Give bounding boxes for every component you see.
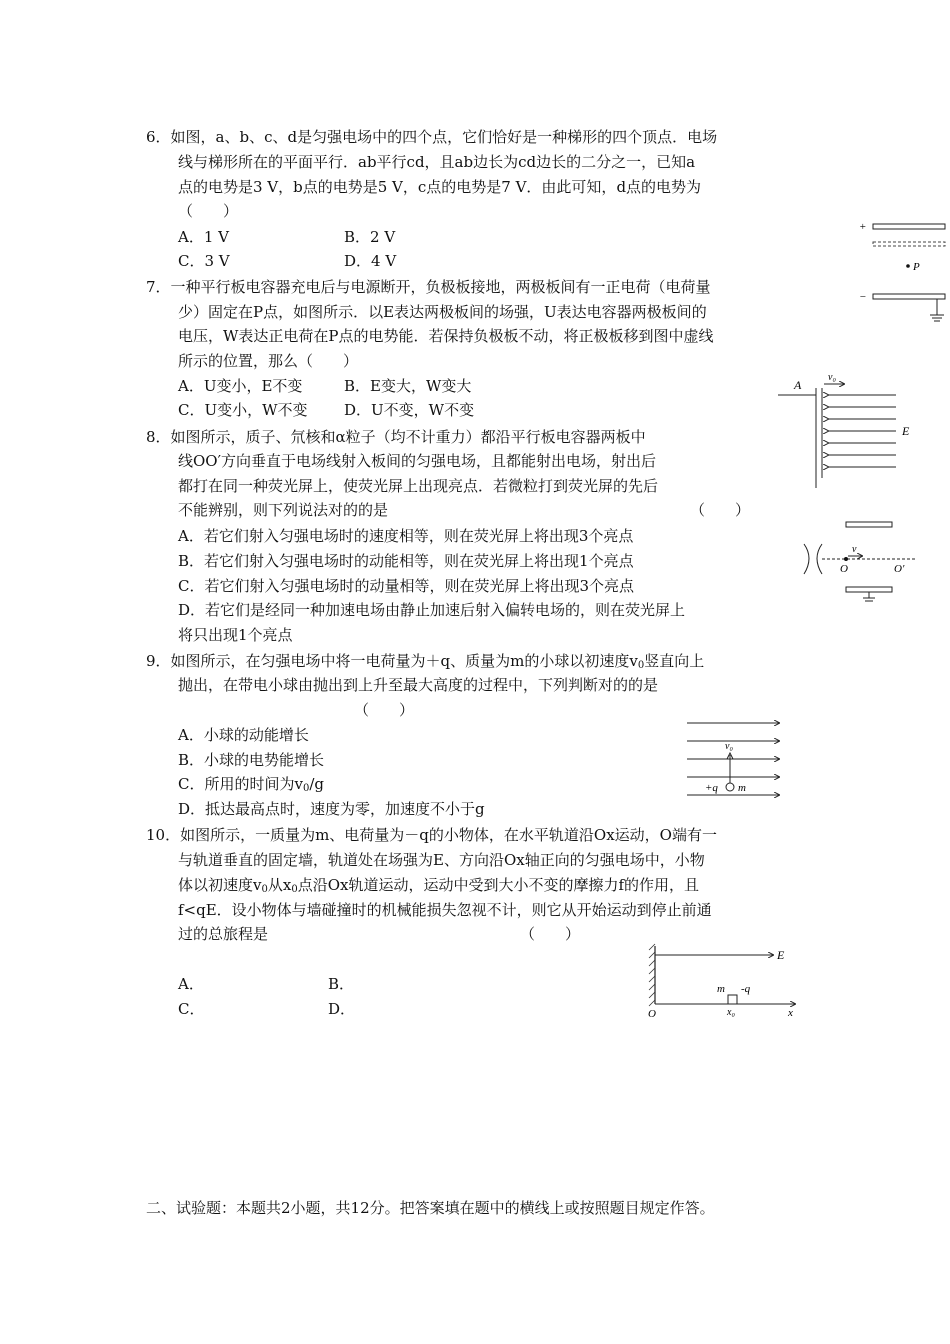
q10-line-5: 过的总旅程是 (178, 925, 269, 943)
q7-plus-label: + (859, 221, 867, 233)
q6-option-c: C．3 V (178, 252, 230, 270)
q9-option-a: A．小球的动能增长 (178, 726, 309, 744)
q8-lower-plate (846, 587, 892, 592)
q10-block (728, 995, 737, 1004)
q7-option-b: B．E变大，W变大 (344, 377, 472, 395)
q9-mass-label: m (738, 782, 746, 794)
q9-answer-bracket: （ ） (354, 701, 415, 719)
q10-track-figure (645, 940, 800, 1020)
q8-plates-figure (796, 518, 918, 610)
q6-option-a: A．1 V (178, 228, 229, 246)
q7-line-2: 少）固定在P点，如图所示．以E表达两极板间的场强，U表达电容器两极板间的 (178, 303, 707, 321)
q8-line-4: 不能辨别，则下列说法对的的是 (178, 501, 389, 519)
section-2-heading: 二、试验题：本题共2小题，共12分。把答案填在题中的横线上或按照题目规定作答。 (146, 1199, 715, 1217)
q7-capacitor-figure (855, 215, 950, 330)
q8-o-prime-label: O′ (894, 563, 905, 575)
q8-particle-velocity: v (852, 544, 857, 555)
q7-option-a: A．U变小，E不变 (178, 377, 303, 395)
q6-line-1: 6．如图，a、b、c、d是匀强电场中的四个点，它们恰好是一种梯形的四个顶点．电场 (146, 128, 718, 146)
q8-particle (844, 557, 848, 561)
q9-line-1: 9．如图所示，在匀强电场中将一电荷量为＋q、质量为m的小球以初速度$v_0$竖直向上 (146, 652, 705, 671)
q8-option-c: C．若它们射入匀强电场时的动量相等，则在荧光屏上将出现3个亮点 (178, 577, 635, 595)
q7-line-3: 电压，W表达正电荷在P点的电势能．若保持负极板不动，将正极板移到图中虚线 (178, 327, 714, 345)
q9-option-c: C．所用的时间为$v_0/g$ (178, 775, 324, 794)
q7-negative-plate (873, 294, 945, 299)
q7-point-label: P (913, 261, 920, 273)
q6-option-d: D．4 V (344, 252, 397, 270)
q10-line-3: 体以初速度$v_0$从$x_0$点沿Ox轨道运动，运动中受到大小不变的摩擦力f的作用，且 (178, 876, 700, 895)
q10-line-2: 与轨道垂直的固定墙，轨道处在场强为E、方向沿Ox轴正向的匀强电场中，小物 (178, 851, 705, 869)
q10-option-c: C． (178, 1000, 205, 1018)
q10-option-d: D． (328, 1000, 356, 1018)
q8-upper-plate (846, 522, 892, 527)
q8-option-d-cont: 将只出现1个亮点 (178, 626, 293, 644)
q9-charge-label: +q (705, 782, 718, 794)
q6-line-2: 线与梯形所在的平面平行．ab平行cd，且ab边长为cd边长的二分之一，已知a (178, 153, 696, 171)
q7-dashed-plate (873, 242, 945, 246)
q8-option-b: B．若它们射入匀强电场时的动能相等，则在荧光屏上将出现1个亮点 (178, 552, 634, 570)
q10-line-4: f<qE．设小物体与墙碰撞时的机械能损失忽视不计，则它从开始运动到停止前通 (178, 901, 712, 919)
q9-option-b: B．小球的电势能增长 (178, 751, 325, 769)
q9-ball (726, 783, 734, 791)
q8-line-1: 8．如图所示，质子、氘核和α粒子（均不计重力）都沿平行板电容器两板中 (146, 428, 646, 446)
q9-option-d: D．抵达最高点时，速度为零，加速度不小于g (178, 800, 485, 818)
q7-line-4: 所示的位置，那么（ ） (178, 352, 359, 370)
q6-answer-bracket: （ ） (178, 202, 239, 220)
q10-origin-label: O (648, 1008, 656, 1020)
q7-line-1: 7．一种平行板电容器充电后与电源断开，负极板接地，两极板间有一正电荷（电荷量 (146, 278, 711, 296)
q10-mass-label: m (717, 983, 725, 995)
q7-option-d: D．U不变，W不变 (344, 401, 475, 419)
q7-positive-plate (873, 224, 945, 229)
q7-option-c: C．U变小，W不变 (178, 401, 308, 419)
q8-plate-label: A (794, 378, 802, 392)
q8-velocity-label: v₀ (828, 372, 836, 383)
q7-point-p (906, 264, 910, 268)
q8-field-figure (778, 368, 908, 490)
q8-field-label: E (902, 424, 910, 438)
q8-option-a: A．若它们射入匀强电场时的速度相等，则在荧光屏上将出现3个亮点 (178, 527, 634, 545)
q8-line-2: 线OO′方向垂直于电场线射入板间的匀强电场，且都能射出电场，射出后 (178, 452, 657, 470)
q10-charge-label: -q (741, 983, 751, 995)
q10-option-a: A． (178, 975, 204, 993)
q10-field-label: E (777, 948, 785, 962)
q10-x0-label: x₀ (727, 1007, 735, 1018)
q6-line-3: 点的电势是3 V，b点的电势是5 V，c点的电势是7 V．由此可知，d点的电势为 (178, 178, 702, 196)
q8-line-3: 都打在同一种荧光屏上，使荧光屏上出现亮点．若微粒打到荧光屏的先后 (178, 477, 659, 495)
q10-answer-bracket: （ ） (520, 925, 581, 943)
q10-line-1: 10．如图所示，一质量为m、电荷量为－q的小物体，在水平轨道沿Ox运动，O端有一 (146, 826, 717, 844)
q8-option-d: D．若它们是经同一种加速电场由静止加速后射入偏转电场的，则在荧光屏上 (178, 601, 686, 619)
q10-axis-label: x (788, 1007, 793, 1019)
q8-field-lines (828, 395, 896, 467)
q7-minus-label: − (859, 291, 867, 303)
q9-field-figure (685, 715, 785, 805)
q9-velocity-label: v₀ (725, 741, 733, 752)
q9-line-2: 抛出，在带电小球由抛出到上升至最大高度的过程中，下列判断对的的是 (178, 676, 659, 694)
q8-o-label: O (840, 563, 848, 575)
q6-option-b: B．2 V (344, 228, 396, 246)
q8-answer-bracket: （ ） (690, 501, 751, 519)
q10-option-b: B． (328, 975, 355, 993)
